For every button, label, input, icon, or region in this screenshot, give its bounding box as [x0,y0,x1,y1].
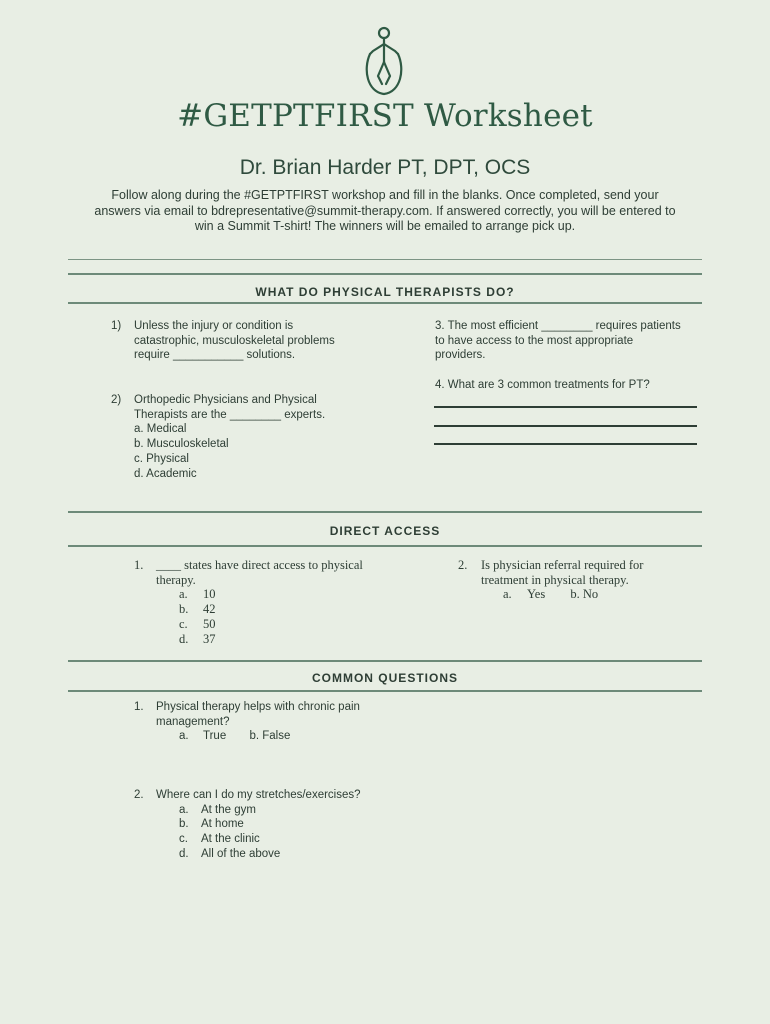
section-rule-top [68,273,702,275]
question-number: 2. [458,558,468,572]
intro-text [70,188,700,235]
intro-line: answers via email to bdrepresentative@summit-therapy.com. If answered correctly, you will be entered to [94,203,676,218]
question-text-line: Where can I do my stretches/exercises? [156,789,361,801]
question-text-line: Is physician referral required for [481,558,644,572]
answer-option[interactable] [179,632,299,647]
question-text-line: to have access to the most appropriate [435,334,634,347]
option-text: True [203,730,227,743]
answer-option[interactable] [179,803,379,818]
answer-option[interactable] [179,587,299,602]
intro-line: Follow along during the #GETPTFIRST workshop and fill in the blanks. Once completed, send your [111,188,659,202]
option-text: Yes [527,587,546,602]
answer-option[interactable]: d. Academic [134,467,197,480]
question-number: 2. [134,789,144,801]
question-text-line: Unless the injury or condition is [134,320,294,332]
option-letter: a. [179,587,188,602]
question-text-line: 3. The most efficient ________ requires patients [435,320,681,332]
question-number: 1. [134,701,144,713]
question-text-line: catastrophic, musculoskeletal problems [134,334,335,347]
answer-option[interactable] [179,617,299,632]
question-text-line: 4. What are 3 common treatments for PT? [435,379,650,391]
question-text-line: management? [156,715,230,728]
answer-option[interactable] [179,832,379,847]
option-text: At the clinic [201,833,260,846]
page-title: #GETPTFIRST Worksheet [177,98,593,134]
option-letter: c. [179,616,188,631]
section-heading-direct-access: DIRECT ACCESS [329,524,441,538]
answer-option[interactable] [179,817,379,832]
question-text-line: require ___________ solutions. [134,349,296,362]
answer-option[interactable]: a. Medical [134,423,187,436]
answer-option-yes[interactable] [503,587,545,601]
option-letter: b. [179,602,189,617]
answer-blank-line-2[interactable] [434,425,697,427]
question-text-line: ____ states have direct access to physical [156,558,363,572]
answer-option-true[interactable] [179,730,226,742]
option-letter: d. [179,631,189,646]
question-number: 1. [134,558,144,572]
question-number: 1) [111,320,122,332]
answer-option-no[interactable]: b. No [570,587,599,602]
option-letter: c. [179,833,188,846]
section-rule-bottom [68,545,702,547]
section-rule-bottom [68,302,702,304]
author-subtitle: Dr. Brian Harder PT, DPT, OCS [239,156,531,179]
option-letter: a. [179,730,189,743]
question-text-line: therapy. [156,572,196,587]
question-number: 2) [111,394,122,406]
option-text: At home [201,818,244,831]
section-rule-top [68,660,702,662]
answer-blank-line-3[interactable] [434,443,697,445]
option-text: 42 [203,602,216,617]
question-text-line: Therapists are the ________ experts. [134,408,326,421]
answer-option[interactable]: c. Physical [134,452,189,465]
question-text-line: Physical therapy helps with chronic pain [156,701,360,713]
option-text: All of the above [201,847,281,860]
option-letter: a. [503,587,512,602]
question-text-line: Orthopedic Physicians and Physical [134,394,317,406]
divider [68,259,702,260]
question-text-line: treatment in physical therapy. [481,572,629,587]
option-text: At the gym [201,803,256,816]
answer-option[interactable] [179,847,379,862]
person-jump-rope-icon [361,24,407,98]
section-heading-common-questions: COMMON QUESTIONS [311,671,458,685]
section-rule-top [68,511,702,513]
section-heading-what-do-pts-do: WHAT DO PHYSICAL THERAPISTS DO? [255,285,515,299]
question-3-most-efficient [435,319,705,363]
intro-line: win a Summit T-shirt! The winners will be emailed to arrange pick up. [194,219,576,233]
option-letter: a. [179,803,189,816]
section-rule-bottom [68,690,702,692]
answer-option[interactable]: b. Musculoskeletal [134,438,229,451]
option-letter: d. [179,847,189,860]
option-text: 10 [203,587,216,602]
option-letter: b. [179,818,189,831]
answer-option-false[interactable]: b. False [249,730,291,743]
option-text: 50 [203,616,216,631]
question-4-common-treatments [435,378,705,393]
answer-blank-line-1[interactable] [434,406,697,408]
answer-option[interactable] [179,602,299,617]
question-text-line: providers. [435,349,486,362]
option-text: 37 [203,631,216,646]
